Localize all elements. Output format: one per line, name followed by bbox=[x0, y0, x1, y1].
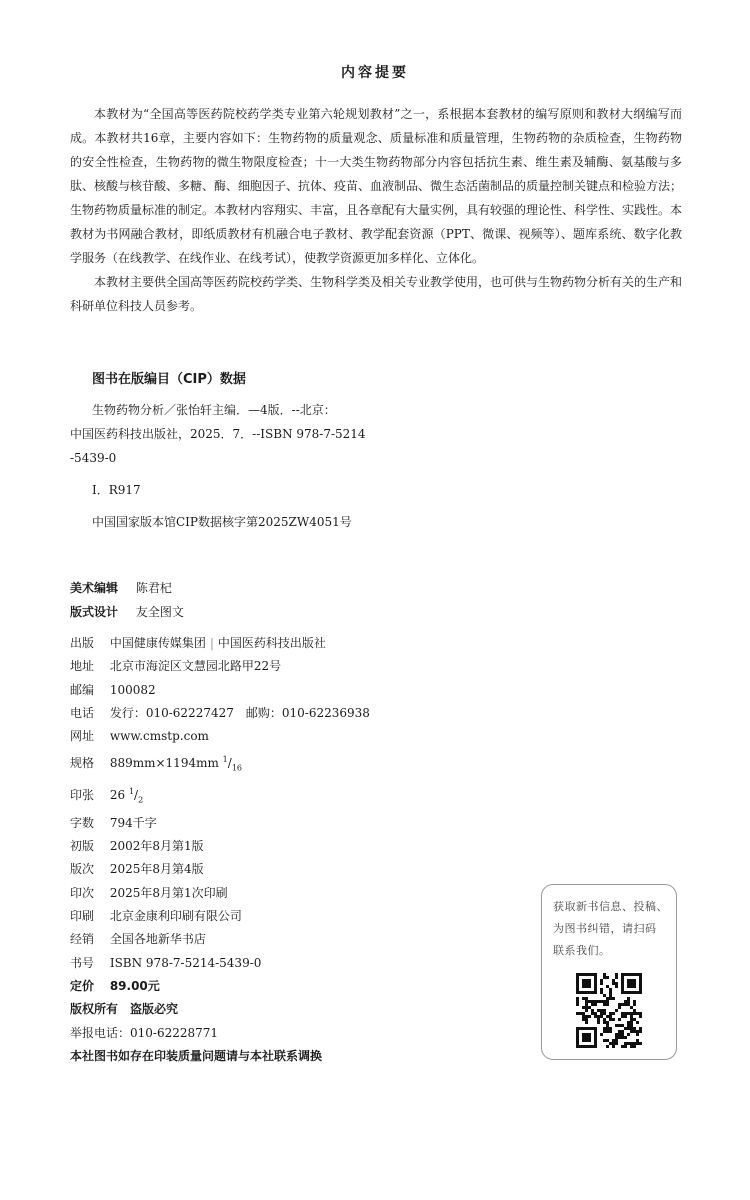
info-value: 2002年8月第1版 bbox=[109, 839, 204, 854]
cip-classification: Ⅰ．R917 bbox=[92, 483, 141, 497]
info-label: 定价 bbox=[70, 978, 95, 993]
info-label: 字数 bbox=[70, 815, 95, 830]
info-value: 889mm×1194mm bbox=[109, 756, 219, 771]
info-label: 初版 bbox=[70, 839, 95, 854]
cip-data bbox=[70, 398, 370, 534]
info-label: 书号 bbox=[70, 955, 95, 970]
distributor-row bbox=[70, 928, 370, 951]
fraction-numerator: 1 bbox=[222, 755, 228, 765]
info-value: 794千字 bbox=[109, 815, 157, 830]
quality-notice: 本社图书如存在印装质量问题请与本社联系调换 bbox=[70, 1048, 323, 1063]
info-label: 邮编 bbox=[70, 682, 95, 697]
info-label: 出版 bbox=[70, 636, 95, 650]
info-value: 发行：010-62227427 邮购：010-62236938 bbox=[109, 705, 370, 720]
cip-record: 中国国家版本馆CIP数据核字第2025ZW4051号 bbox=[92, 515, 352, 529]
sheets-row: 印张 26 $^1/_2$ bbox=[70, 780, 370, 812]
words-row bbox=[70, 812, 370, 835]
isbn-row bbox=[70, 952, 370, 975]
price-row bbox=[70, 975, 370, 998]
printing-row bbox=[70, 882, 370, 905]
website-row bbox=[70, 725, 370, 748]
summary-paragraph: 本教材为“全国高等医药院校药学类专业第六轮规划教材”之一，系根据本套教材的编写原则和教材大纲编写而成。本教材共16章，主要内容如下：生物药物的质量观念、质量标准和质量管理，生物药物的杂质检查，生物药物的安全性检查，生物药物的微生物限度检查；十一大类生物药物部分内容包括抗生素、维生素及辅酶、氨基酸与多肽、核酸与核苷酸、多糖、酶、细胞因子、抗体、疫苗、血液制品、微生态活菌制品的质量控制关键点和检验方法；生物药物质量标准的制定。本教材内容翔实、丰富，且各章配有大量实例，具有较强的理论性、科学性、实践性。本教材为书网融合教材，即纸质教材有机融合电子教材、教学配套资源（PPT、微课、视频等）、题库系统、数字化教学服务（在线教学、在线作业、在线考试），使教学资源更加多样化、立体化。 bbox=[70, 107, 683, 265]
separator: | bbox=[209, 636, 214, 650]
info-value: 2025年8月第1次印刷 bbox=[109, 885, 228, 900]
info-label: 印次 bbox=[70, 885, 95, 900]
format-row: 规格 889mm×1194mm $^1/_{16}$ bbox=[70, 748, 370, 780]
printer-row bbox=[70, 905, 370, 928]
staff-credits bbox=[70, 576, 184, 624]
fraction-numerator: 1 bbox=[128, 787, 135, 797]
summary bbox=[70, 102, 682, 318]
qr-caption bbox=[553, 896, 675, 962]
info-label: 电话 bbox=[70, 705, 95, 720]
rights-notice: 版权所有 盗版必究 bbox=[70, 1002, 179, 1017]
info-label: 印张 bbox=[70, 788, 95, 803]
info-value: 北京金康利印刷有限公司 bbox=[109, 909, 242, 924]
staff-value: 陈君杞 bbox=[135, 581, 172, 595]
phone-row bbox=[70, 702, 370, 725]
info-label: 规格 bbox=[70, 756, 95, 771]
layout-design bbox=[70, 600, 184, 624]
staff-value: 友全图文 bbox=[135, 605, 184, 619]
qr-caption-line: 联系我们。 bbox=[553, 944, 611, 957]
info-label: 经销 bbox=[70, 932, 95, 947]
edition-row bbox=[70, 858, 370, 881]
first-edition-row bbox=[70, 835, 370, 858]
summary-paragraph: 本教材主要供全国高等医药院校药学类、生物科学类及相关专业教学使用，也可供与生物药物分析有关的生产和科研单位科技人员参考。 bbox=[70, 275, 683, 313]
qr-caption-line: 为图书纠错，请扫码 bbox=[553, 922, 657, 935]
info-label: 版次 bbox=[70, 862, 95, 877]
staff-label: 版式设计 bbox=[70, 605, 119, 619]
info-value: 26 bbox=[109, 788, 126, 803]
info-value: 全国各地新华书店 bbox=[109, 932, 206, 947]
cip-line: 生物药物分析／张怡轩主编．—4版．--北京： bbox=[92, 403, 336, 417]
postcode-row bbox=[70, 679, 370, 702]
info-value: ISBN 978-7-5214-5439-0 bbox=[109, 955, 262, 970]
publisher-row bbox=[70, 632, 370, 655]
info-value: 2025年8月第4版 bbox=[109, 862, 204, 877]
report-phone: 举报电话：010-62228771 bbox=[70, 1025, 219, 1040]
info-label: 印刷 bbox=[70, 909, 95, 924]
publisher-press: 中国医药科技出版社 bbox=[217, 636, 326, 650]
fraction-denominator: 2 bbox=[138, 795, 144, 805]
cip-line: 中国医药科技出版社，2025．7．--ISBN 978-7-5214 bbox=[70, 427, 366, 441]
cip-heading: 图书在版编目（CIP）数据 bbox=[92, 372, 246, 387]
info-label: 地址 bbox=[70, 659, 95, 674]
qr-caption-line: 获取新书信息、投稿、 bbox=[553, 900, 668, 913]
staff-label: 美术编辑 bbox=[70, 581, 119, 595]
fraction-denominator: 16 bbox=[231, 763, 242, 773]
info-label: 网址 bbox=[70, 729, 95, 744]
art-editor bbox=[70, 576, 184, 600]
info-value: www.cmstp.com bbox=[109, 729, 209, 744]
publication-info bbox=[70, 632, 370, 1068]
publisher-group: 中国健康传媒集团 bbox=[109, 636, 206, 650]
address-row bbox=[70, 655, 370, 678]
qr-code-icon[interactable] bbox=[576, 973, 642, 1049]
page-title: 内容提要 bbox=[341, 65, 409, 81]
cip-line: -5439-0 bbox=[70, 451, 117, 465]
info-value: 100082 bbox=[109, 682, 156, 697]
info-value: 北京市海淀区文慧园北路甲22号 bbox=[109, 659, 282, 674]
price-value: 89.00元 bbox=[109, 978, 160, 993]
